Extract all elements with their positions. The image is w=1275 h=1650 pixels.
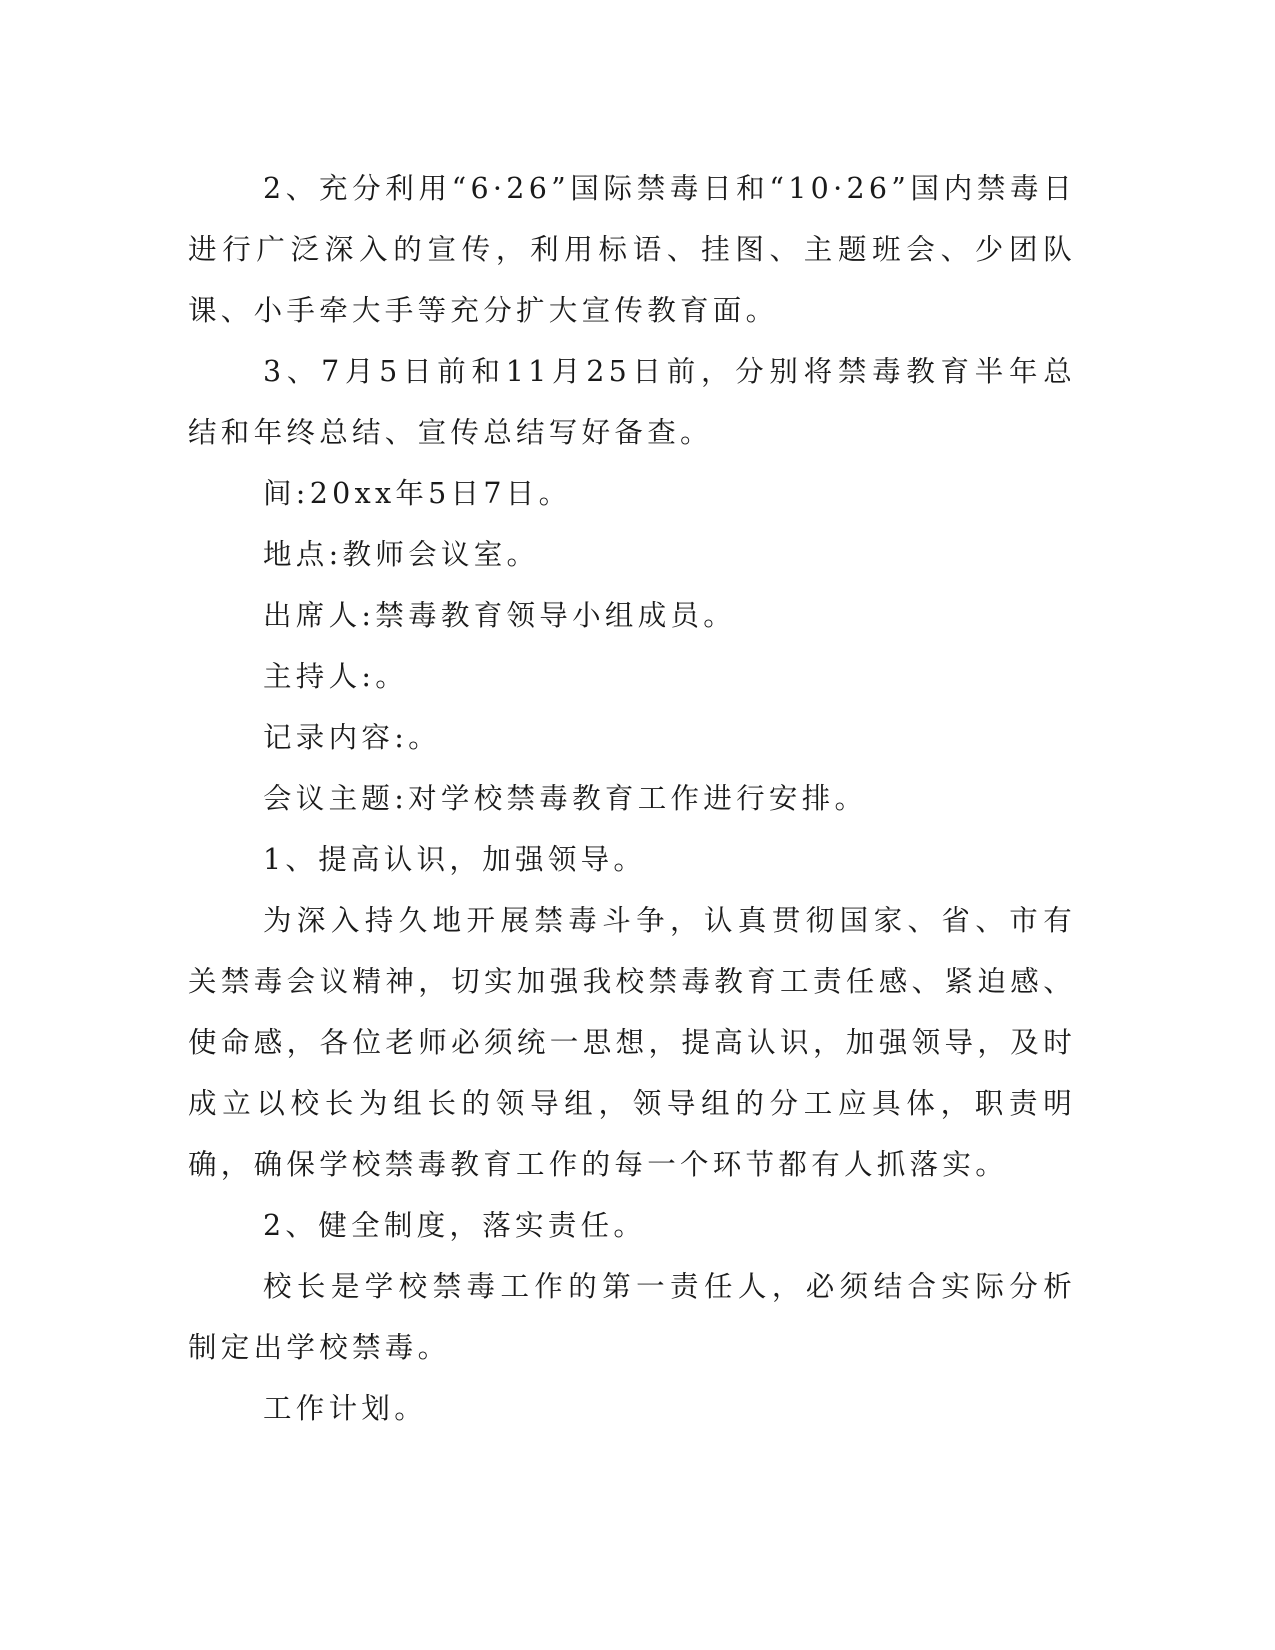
document-body [188,158,1076,1439]
paragraph-meeting-topic: 会议主题:对学校禁毒教育工作进行安排。 [263,782,868,815]
heading-improve-system: 2、健全制度，落实责任。 [263,1209,647,1242]
paragraph-meeting-time: 间:20xx年5日7日。 [263,477,572,510]
paragraph-publicity-days: 2、充分利用“6·26”国际禁毒日和“10·26”国内禁毒日进行广泛深入的宣传，利用标语、挂图、主题班会、少团队课、小手牵大手等充分扩大宣传教育面。 [188,172,1076,327]
paragraph-attendees: 出席人:禁毒教育领导小组成员。 [263,599,737,632]
paragraph-host: 主持人:。 [263,660,409,693]
paragraph-meeting-location: 地点:教师会议室。 [263,538,540,571]
paragraph-record-content: 记录内容:。 [263,721,441,754]
paragraph-work-plan: 工作计划。 [263,1392,428,1425]
heading-raise-awareness: 1、提高认识，加强领导。 [263,843,647,876]
paragraph-summary-deadlines: 3、7月5日前和11月25日前，分别将禁毒教育半年总结和年终总结、宣传总结写好备查。 [188,355,1076,449]
paragraph-principal-responsibility: 校长是学校禁毒工作的第一责任人，必须结合实际分析制定出学校禁毒。 [188,1270,1076,1364]
paragraph-leadership: 为深入持久地开展禁毒斗争，认真贯彻国家、省、市有关禁毒会议精神，切实加强我校禁毒教育工责任感、紧迫感、使命感，各位老师必须统一思想，提高认识，加强领导，及时成立以校长为组长的领导组，领导组的分工应具体，职责明确，确保学校禁毒教育工作的每一个环节都有人抓落实。 [188,904,1076,1181]
